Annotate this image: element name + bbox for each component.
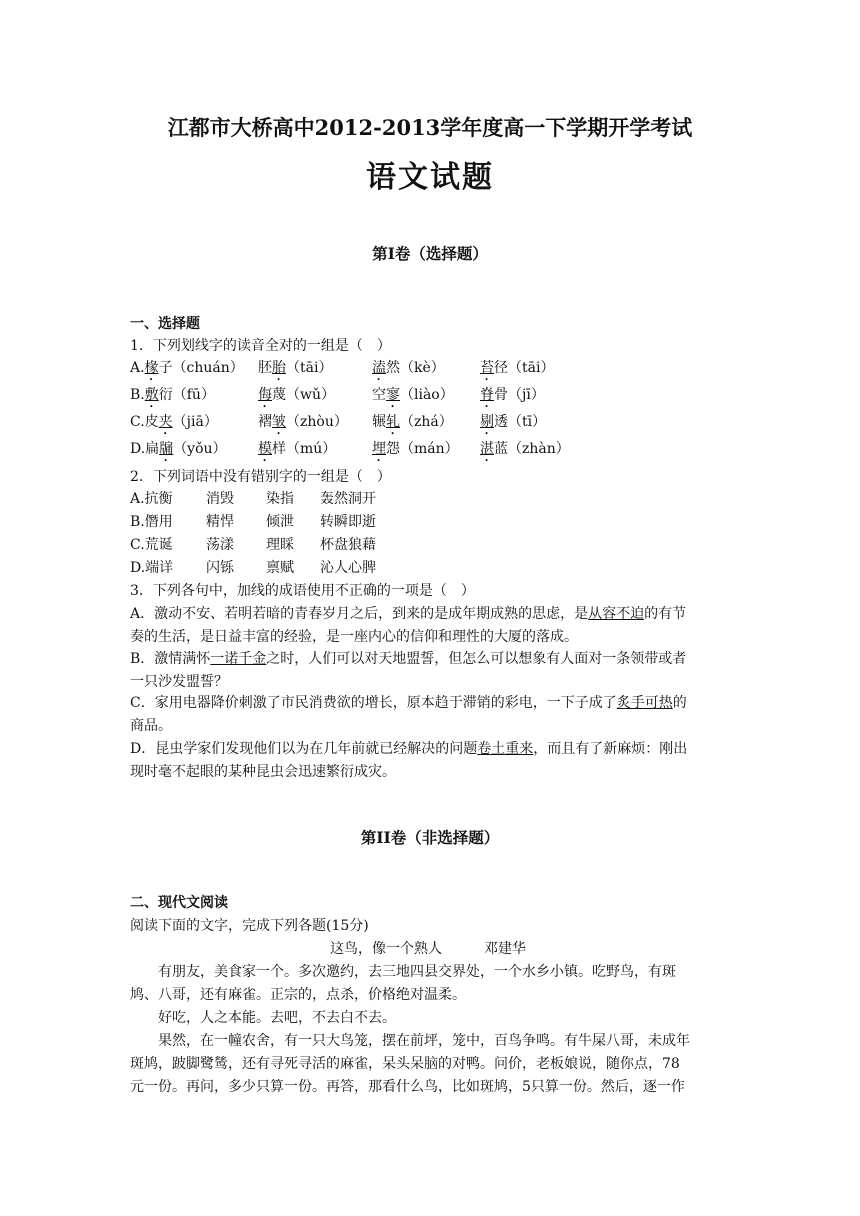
part2-title: 第II卷（非选择题） xyxy=(360,828,500,847)
q1-underlined-char: 剔 xyxy=(480,414,494,430)
q2-option-word: D.端详 xyxy=(130,560,174,576)
exam-school-title: 江都市大桥高中2012-2013学年度高一下学期开学考试 xyxy=(167,115,693,140)
q1-underlined-char: 埋 xyxy=(372,441,386,457)
q1-item-suffix: （zhá） xyxy=(400,414,453,430)
q3-b-idiom: 一诺千金 xyxy=(210,651,267,667)
q1-item-prefix: 褶 xyxy=(258,414,272,430)
q2-option-word: 理睬 xyxy=(266,537,294,553)
article-paragraph: 果然，在一幢农舍，有一只大鸟笼，摆在前坪，笼中，百鸟争鸣。有牛屎八哥，未成年 xyxy=(158,1033,690,1049)
q1-item-suffix: 衍（fū） xyxy=(158,387,215,403)
q1-underlined-char: 湛 xyxy=(480,441,494,457)
q2-option-word: 杯盘狼藉 xyxy=(320,537,376,553)
q2-option-word: 消毁 xyxy=(206,491,234,507)
q1-item-suffix: 样（mú） xyxy=(272,441,337,457)
q1-item-suffix: 蓝（zhàn） xyxy=(494,441,570,457)
section1-title: 一、选择题 xyxy=(130,316,200,332)
q1-option-item xyxy=(480,357,554,384)
q1-stem: 1．下列划线字的读音全对的一组是（ ） xyxy=(130,338,391,354)
q1-item-suffix: 骨（jī） xyxy=(494,387,545,403)
q3-option-b-cont: 一只沙发盟誓？ xyxy=(130,674,228,690)
q1-underlined-char: 溘 xyxy=(372,360,386,376)
q3-c-text-end: 的 xyxy=(672,695,687,711)
q3-option-b xyxy=(130,648,686,668)
q1-option-item xyxy=(258,357,332,384)
q3-stem: 3．下列各句中，加线的成语使用不正确的一项是（ ） xyxy=(130,583,475,599)
q2-option-word: 荡漾 xyxy=(206,537,234,553)
q3-a-text-end: 的有节 xyxy=(644,606,687,622)
q1-item-suffix: （liào） xyxy=(400,387,454,403)
q3-option-d xyxy=(130,738,687,758)
q3-option-a-cont: 奏的生活，是日益丰富的经验，是一座内心的信仰和理性的大厦的落成。 xyxy=(130,629,578,645)
article-paragraph: 有朋友，美食家一个。多次邀约，去三地四县交界处，一个水乡小镇。吃野鸟，有斑 xyxy=(158,964,676,980)
q2-option-word: 倾泄 xyxy=(266,514,294,530)
q1-underlined-char: 胎 xyxy=(272,360,286,376)
q2-option-word: 精悍 xyxy=(206,514,234,530)
q1-underlined-char: 椽 xyxy=(144,360,159,376)
q1-item-prefix: 空 xyxy=(372,387,386,403)
q1-option-item xyxy=(372,411,453,438)
q1-item-suffix: 径（tāi） xyxy=(494,360,555,376)
q2-stem: 2．下列词语中没有错别字的一组是（ ） xyxy=(130,469,391,485)
q1-option-item xyxy=(258,438,336,465)
q1-option-item xyxy=(372,438,459,465)
q3-option-c-cont: 商品。 xyxy=(130,718,172,734)
q1-option-item xyxy=(130,411,218,438)
q1-option-item xyxy=(480,438,570,465)
q1-underlined-char: 模 xyxy=(258,441,272,457)
q1-item-suffix: （yǒu） xyxy=(173,441,227,457)
q1-item-prefix: 辗 xyxy=(372,414,386,430)
q1-item-suffix: （tāi） xyxy=(286,360,333,376)
q3-a-text: A．激动不安、若明若暗的青春岁月之后，到来的是成年期成熟的思虑，是 xyxy=(130,606,589,622)
article-title: 这鸟，像一个熟人 xyxy=(330,941,442,957)
q2-option-word: B.僭用 xyxy=(130,514,173,530)
q1-item-suffix: 怨（mán） xyxy=(386,441,459,457)
q3-option-c xyxy=(130,692,687,712)
q2-option-word: 闪铄 xyxy=(206,560,234,576)
q1-item-prefix: B. xyxy=(130,387,145,403)
part1-title: 第Ⅰ卷（选择题） xyxy=(372,244,488,263)
q1-option-item xyxy=(130,357,244,384)
q1-underlined-char: 轧 xyxy=(386,414,400,430)
q3-option-a xyxy=(130,603,686,623)
q1-item-suffix: 透（tī） xyxy=(494,414,547,430)
section2-title: 二、现代文阅读 xyxy=(130,895,228,911)
q1-item-prefix: A. xyxy=(130,360,145,376)
q1-underlined-char: 侮 xyxy=(258,387,272,403)
reading-intro: 阅读下面的文字，完成下列各题(15分) xyxy=(130,918,369,934)
q3-option-d-cont: 现时毫不起眼的某种昆虫会迅速繁衍成灾。 xyxy=(130,764,396,780)
q1-item-prefix: C.皮 xyxy=(130,414,159,430)
q1-item-suffix: （zhòu） xyxy=(286,414,348,430)
q2-option-word: 禀赋 xyxy=(266,560,294,576)
q1-option-item xyxy=(258,384,335,411)
q1-item-suffix: 蔑（wǔ） xyxy=(272,387,335,403)
exam-subject-title: 语文试题 xyxy=(366,160,494,195)
article-paragraph: 元一份。再问，多少只算一份。再答，那看什么鸟，比如斑鸠，5只算一份。然后，逐一作 xyxy=(130,1079,685,1095)
q3-c-idiom: 炙手可热 xyxy=(616,695,673,711)
q3-c-text: C．家用电器降价刺激了市民消费欲的增长，原本趋于滞销的彩电，一下子成了 xyxy=(130,695,617,711)
q1-option-item xyxy=(480,411,546,438)
q1-option-item xyxy=(372,384,454,411)
q1-option-item xyxy=(130,438,227,465)
q1-underlined-char: 苔 xyxy=(480,360,494,376)
q3-b-text-end: 之时，人们可以对天地盟誓，但怎么可以想象有人面对一条领带或者 xyxy=(266,651,687,667)
q3-a-idiom: 从容不迫 xyxy=(588,606,645,622)
q1-underlined-char: 牖 xyxy=(159,441,174,457)
q1-item-prefix: 胚 xyxy=(258,360,272,376)
q1-underlined-char: 皱 xyxy=(272,414,286,430)
q1-option-item xyxy=(130,384,215,411)
q1-item-suffix: 子（chuán） xyxy=(158,360,244,376)
q3-d-text: D．昆虫学家们发现他们以为在几年前就已经解决的问题 xyxy=(130,741,478,757)
q1-underlined-char: 敷 xyxy=(144,387,159,403)
article-paragraph: 斑鸠，跛脚鹭鸶，还有寻死寻活的麻雀，呆头呆脑的对鸭。问价，老板娘说，随你点，78 xyxy=(130,1056,680,1072)
q1-underlined-char: 寥 xyxy=(386,387,400,403)
q1-item-prefix: D.扁 xyxy=(130,441,160,457)
q2-option-word: 转瞬即逝 xyxy=(320,514,376,530)
q1-item-suffix: 然（kè） xyxy=(386,360,445,376)
q3-d-text-end: ，而且有了新麻烦：刚出 xyxy=(533,741,688,757)
q2-option-word: 染指 xyxy=(266,491,294,507)
article-author: 邓建华 xyxy=(484,941,526,957)
q1-underlined-char: 夹 xyxy=(158,414,173,430)
q1-option-item xyxy=(480,384,545,411)
q1-underlined-char: 脊 xyxy=(480,387,494,403)
q1-item-suffix: （jiā） xyxy=(172,414,218,430)
q2-option-word: 轰然洞开 xyxy=(320,491,376,507)
q3-d-idiom: 卷土重来 xyxy=(477,741,534,757)
article-paragraph: 鸠、八哥，还有麻雀。正宗的，点杀，价格绝对温柔。 xyxy=(130,987,466,1003)
q1-option-item xyxy=(258,411,348,438)
q3-b-text: B．激情满怀 xyxy=(130,651,211,667)
article-paragraph: 好吃，人之本能。去吧，不去白不去。 xyxy=(158,1010,396,1026)
q2-option-word: C.荒诞 xyxy=(130,537,173,553)
q2-option-word: 沁人心脾 xyxy=(320,560,376,576)
q1-option-item xyxy=(372,357,445,384)
q2-option-word: A.抗衡 xyxy=(130,491,173,507)
